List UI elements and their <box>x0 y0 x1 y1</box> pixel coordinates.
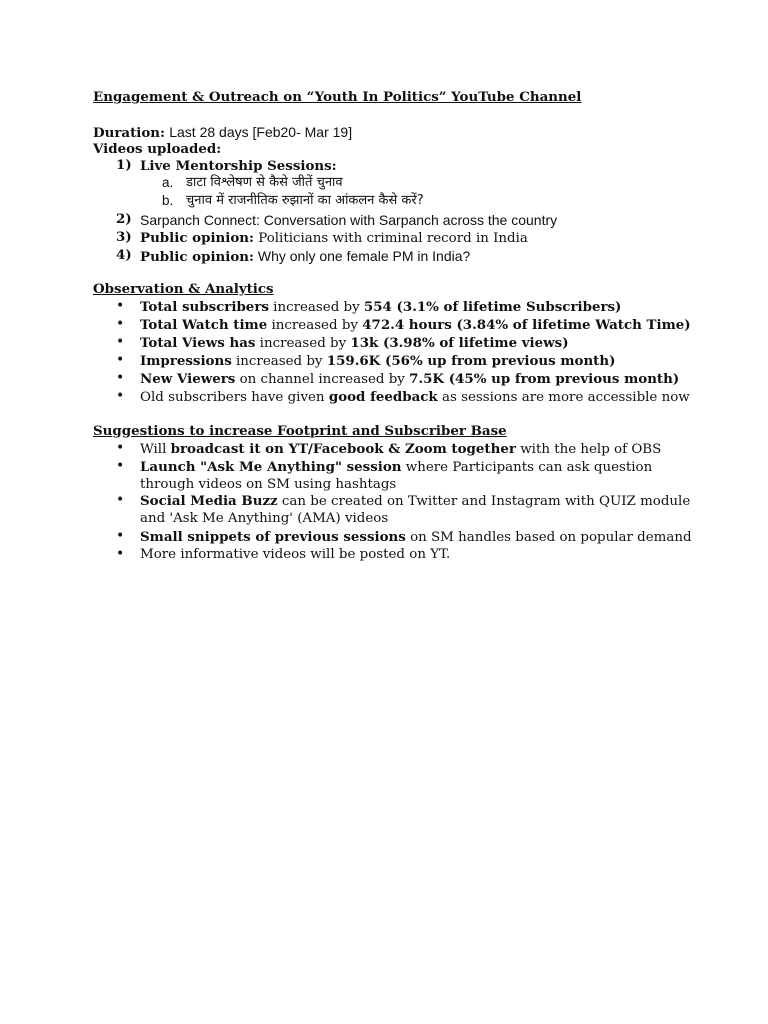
document-title: Engagement & Outreach on “Youth In Politics” YouTube Channel <box>93 89 582 105</box>
metric-name: Total Watch time <box>140 317 268 333</box>
feedback-tail: as sessions are more accessible now <box>437 390 690 405</box>
bullet-icon: • <box>116 352 125 368</box>
bullet-icon: • <box>116 528 125 544</box>
suggestion-text: More informative videos will be posted on YT. <box>140 547 451 562</box>
metric-verb: on channel increased by <box>235 372 410 387</box>
suggestions-heading: Suggestions to increase Footprint and Subscriber Base <box>93 423 507 439</box>
bullet-icon: • <box>116 458 125 474</box>
video-title: Sarpanch Connect: Conversation with Sarpanch across the country <box>140 212 558 228</box>
video-number: 1) <box>116 157 132 173</box>
duration-value: Last 28 days [Feb20- Mar 19] <box>169 124 353 140</box>
suggestion-bold: Small snippets of previous sessions <box>140 529 406 545</box>
suggestion-text-line2: through videos on SM using hashtags <box>140 477 397 492</box>
metric-value: 554 (3.1% of lifetime Subscribers) <box>363 299 622 315</box>
suggestion-bold: Social Media Buzz <box>140 493 278 509</box>
video-title-line <box>140 247 470 267</box>
video-title-rest: Why only one female PM in India? <box>253 248 471 264</box>
bullet-icon: • <box>116 546 125 562</box>
suggestion-pre: Will <box>140 442 171 457</box>
video-number: 2) <box>116 211 132 227</box>
subitem-letter: a. <box>162 175 174 190</box>
suggestion-post: can be created on Twitter and Instagram with QUIZ module <box>277 494 691 509</box>
video-number: 3) <box>116 229 132 245</box>
subitem-letter: b. <box>162 193 174 208</box>
bullet-icon: • <box>116 440 125 456</box>
bullet-icon: • <box>116 334 125 350</box>
metric-value: 13k (3.98% of lifetime views) <box>350 335 569 351</box>
feedback-lead: Old subscribers have given <box>140 390 329 405</box>
subitem-text: चुनाव में राजनीतिक रुझानों का आंकलन कैसे करें? <box>186 193 424 208</box>
video-number: 4) <box>116 247 132 263</box>
metric-verb: increased by <box>267 318 363 333</box>
bullet-icon: • <box>116 388 125 404</box>
suggestion-post: on SM handles based on popular demand <box>405 530 692 545</box>
observation-text <box>140 370 679 389</box>
suggestion-text <box>140 492 690 511</box>
metric-verb: increased by <box>268 300 364 315</box>
suggestion-text-line2: and 'Ask Me Anything' (AMA) videos <box>140 511 389 526</box>
metric-value: 159.6K (56% up from previous month) <box>326 353 616 369</box>
metric-name: Total subscribers <box>140 299 269 315</box>
metric-name: New Viewers <box>140 371 236 387</box>
bullet-icon: • <box>116 298 125 314</box>
suggestion-post: with the help of OBS <box>515 442 662 457</box>
bullet-icon: • <box>116 370 125 386</box>
video-title: Live Mentorship Sessions: <box>140 158 337 174</box>
observation-heading: Observation & Analytics <box>93 281 274 297</box>
observation-text <box>140 316 691 335</box>
duration-label: Duration: <box>93 125 165 141</box>
metric-value: 472.4 hours (3.84% of lifetime Watch Time) <box>362 317 691 333</box>
bullet-icon: • <box>116 492 125 508</box>
suggestion-bold: Launch "Ask Me Anything" session <box>140 459 402 475</box>
metric-name: Total Views has <box>140 335 256 351</box>
metric-name: Impressions <box>140 353 232 369</box>
bullet-icon: • <box>116 316 125 332</box>
suggestion-text <box>140 528 692 547</box>
video-title-bold: Public opinion: <box>140 249 254 265</box>
video-title-line <box>140 229 528 248</box>
suggestion-text <box>140 458 652 477</box>
metric-value: 7.5K (45% up from previous month) <box>409 371 680 387</box>
feedback-bold: good feedback <box>328 389 438 405</box>
metric-verb: increased by <box>231 354 327 369</box>
observation-text <box>140 352 615 371</box>
suggestion-bold: broadcast it on YT/Facebook & Zoom together <box>170 441 516 457</box>
videos-heading: Videos uploaded: <box>93 141 222 157</box>
observation-text <box>140 334 569 353</box>
suggestion-text <box>140 440 661 459</box>
video-title-rest: Politicians with criminal record in India <box>253 231 528 246</box>
suggestion-post: where Participants can ask question <box>401 460 653 475</box>
observation-text <box>140 298 621 317</box>
observation-text <box>140 388 690 407</box>
video-title-bold: Public opinion: <box>140 230 254 246</box>
metric-verb: increased by <box>255 336 351 351</box>
subitem-text: डाटा विश्लेषण से कैसे जीतें चुनाव <box>186 175 343 190</box>
